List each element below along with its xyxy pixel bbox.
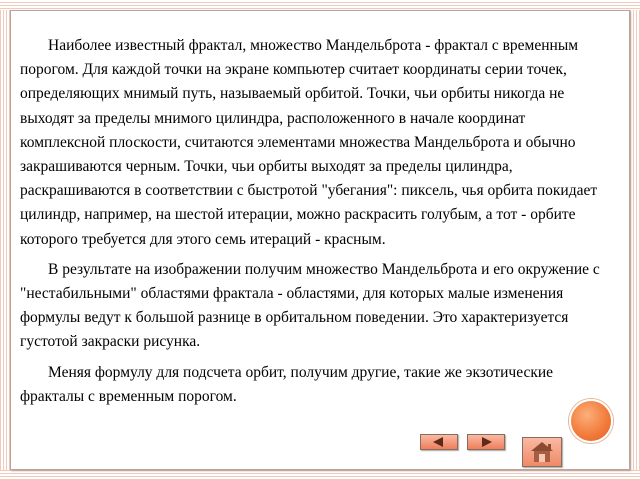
slide-text (20, 34, 614, 415)
decorative-orange-circle (569, 399, 613, 443)
paragraph-3: Меняя формулу для подсчета орбит, получим другие, такие же экзотические фракталы с временным порогом. (20, 363, 554, 405)
home-icon (523, 438, 561, 466)
next-slide-button[interactable] (467, 434, 505, 450)
home-slide-button[interactable] (522, 437, 562, 467)
arrow-right-icon (468, 435, 504, 449)
paragraph-2: В результате на изображении получим множество Мандельброта и его окружение с "нестабильными" областями фрактала - областями, для которых малые изменения формулы ведут к большой разнице в орбитальном поведении. Это характеризуется густотой закраски рисунка. (20, 260, 600, 351)
arrow-left-icon (421, 435, 457, 449)
previous-slide-button[interactable] (420, 434, 458, 450)
paragraph-1: Наиболее известный фрактал, множество Мандельброта - фрактал с временным порогом. Для каждой точки на экране компьютер считает координаты серии точек, определяющих мнимый путь, называемый орбитой. Точки, чьи орбиты никогда не выходят за пределы мнимого цилиндра, расположенного в начале координат комплексной плоскости, считаются элементами множества Мандельброта и обычно закрашиваются черным. Точки, чьи орбиты выходят за пределы цилиндра, раскрашиваются в соответствии с быстротой "убегания": пиксель, чья орбита покидает цилиндр, например, на шестой итерации, можно раскрасить голубым, а тот - орбите которого требуется для этого семь итераций - красным. (20, 37, 598, 248)
